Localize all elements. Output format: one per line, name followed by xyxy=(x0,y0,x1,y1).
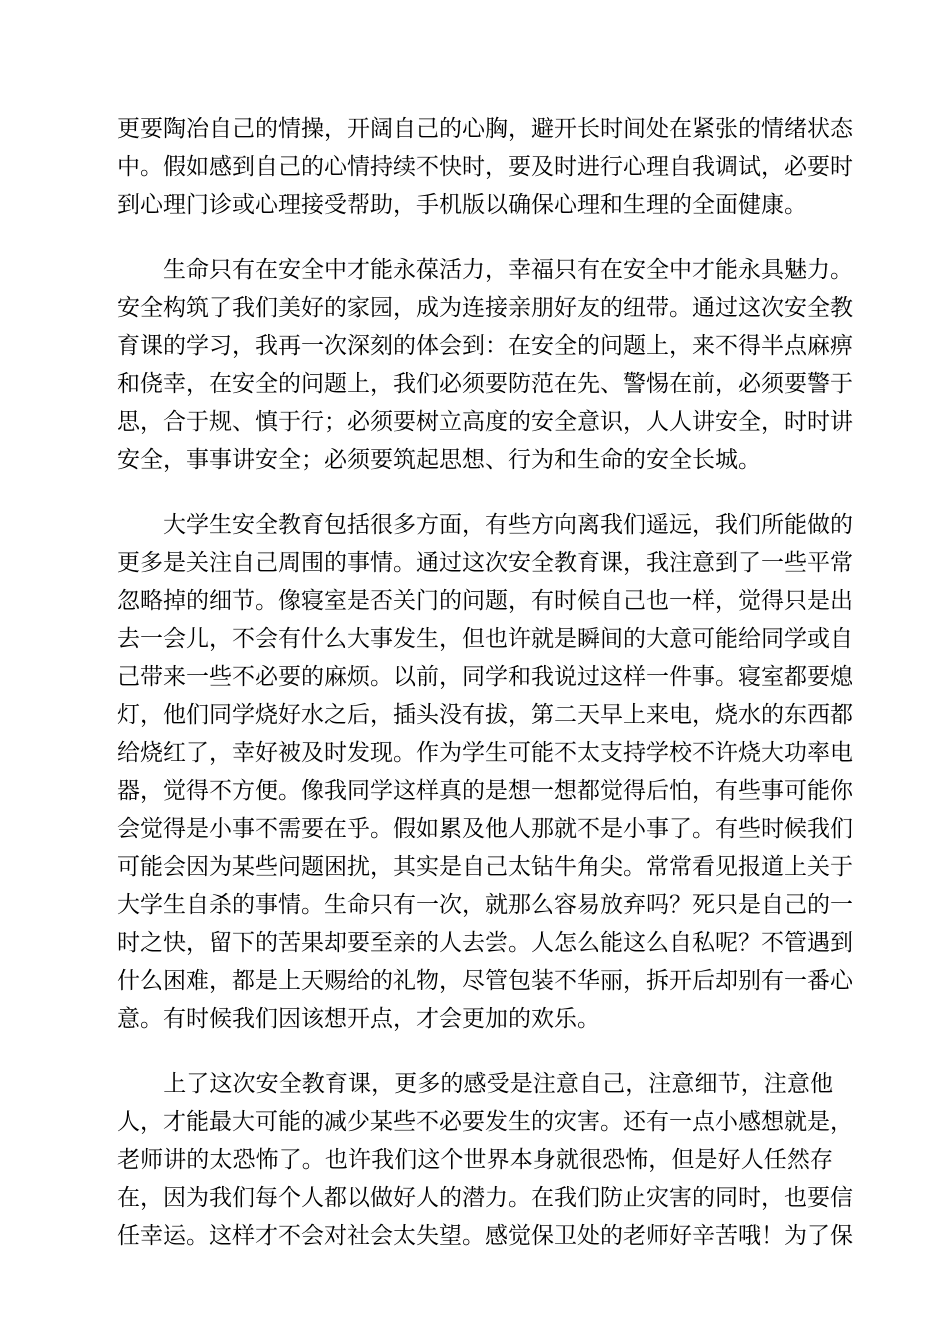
text-line: 上了这次安全教育课，更多的感受是注意自己，注意细节，注意他 xyxy=(117,1071,833,1097)
text-line: 人，才能最大可能的减少某些不必要发生的灾害。还有一点小感想就是， xyxy=(117,1109,853,1135)
text-line: 到心理门诊或心理接受帮助，手机版以确保心理和生理的全面健康。 xyxy=(117,192,807,218)
text-line: 安全，事事讲安全；必须要筑起思想、行为和生命的安全长城。 xyxy=(117,447,761,473)
text-line: 老师讲的太恐怖了。也许我们这个世界本身就很恐怖，但是好人任然存 xyxy=(117,1147,833,1173)
paragraph-4 xyxy=(117,1065,853,1255)
text-line: 和侥幸，在安全的问题上，我们必须要防范在先、警惕在前，必须要警于 xyxy=(117,371,853,397)
text-line: 大学生安全教育包括很多方面，有些方向离我们遥远，我们所能做的 xyxy=(117,512,853,538)
text-line: 安全构筑了我们美好的家园，成为连接亲朋好友的纽带。通过这次安全教 xyxy=(117,295,853,321)
paragraph-2 xyxy=(117,251,853,479)
text-line: 器，觉得不方便。像我同学这样真的是想一想都觉得后怕，有些事可能你 xyxy=(117,778,853,804)
text-line: 时之快，留下的苦果却要至亲的人去尝。人怎么能这么自私呢？不管遇到 xyxy=(117,930,853,956)
text-line: 更多是关注自己周围的事情。通过这次安全教育课，我注意到了一些平常 xyxy=(117,550,853,576)
text-line: 生命只有在安全中才能永葆活力，幸福只有在安全中才能永具魅力。 xyxy=(117,257,853,283)
text-line: 什么困难，都是上天赐给的礼物，尽管包装不华丽，拆开后却别有一番心 xyxy=(117,968,853,994)
text-line: 更要陶冶自己的情操，开阔自己的心胸，避开长时间处在紧张的情绪状态 xyxy=(117,116,853,142)
text-line: 忽略掉的细节。像寝室是否关门的问题，有时候自己也一样，觉得只是出 xyxy=(117,588,853,614)
text-line: 给烧红了，幸好被及时发现。作为学生可能不太支持学校不许烧大功率电 xyxy=(117,740,853,766)
text-line: 去一会儿，不会有什么大事发生，但也许就是瞬间的大意可能给同学或自 xyxy=(117,626,853,652)
text-line: 己带来一些不必要的麻烦。以前，同学和我说过这样一件事。寝室都要熄 xyxy=(117,664,853,690)
text-line: 意。有时候我们因该想开点，才会更加的欢乐。 xyxy=(117,1006,600,1032)
text-line: 可能会因为某些问题困扰，其实是自己太钻牛角尖。常常看见报道上关于 xyxy=(117,854,853,880)
text-line: 在，因为我们每个人都以做好人的潜力。在我们防止灾害的同时，也要信 xyxy=(117,1185,853,1211)
text-line: 会觉得是小事不需要在乎。假如累及他人那就不是小事了。有些时候我们 xyxy=(117,816,853,842)
text-line: 思，合于规、慎于行；必须要树立高度的安全意识，人人讲安全，时时讲 xyxy=(117,409,853,435)
document-page xyxy=(117,110,853,1282)
text-line: 大学生自杀的事情。生命只有一次，就那么容易放弃吗？死只是自己的一 xyxy=(117,892,853,918)
text-line: 育课的学习，我再一次深刻的体会到：在安全的问题上，来不得半点麻痹 xyxy=(117,333,853,359)
text-line: 中。假如感到自己的心情持续不快时，要及时进行心理自我调试，必要时 xyxy=(117,154,853,180)
text-line: 任幸运。这样才不会对社会太失望。感觉保卫处的老师好辛苦哦！为了保 xyxy=(117,1223,853,1249)
paragraph-1 xyxy=(117,110,853,224)
paragraph-3 xyxy=(117,506,853,1038)
text-line: 灯，他们同学烧好水之后，插头没有拔，第二天早上来电，烧水的东西都 xyxy=(117,702,853,728)
